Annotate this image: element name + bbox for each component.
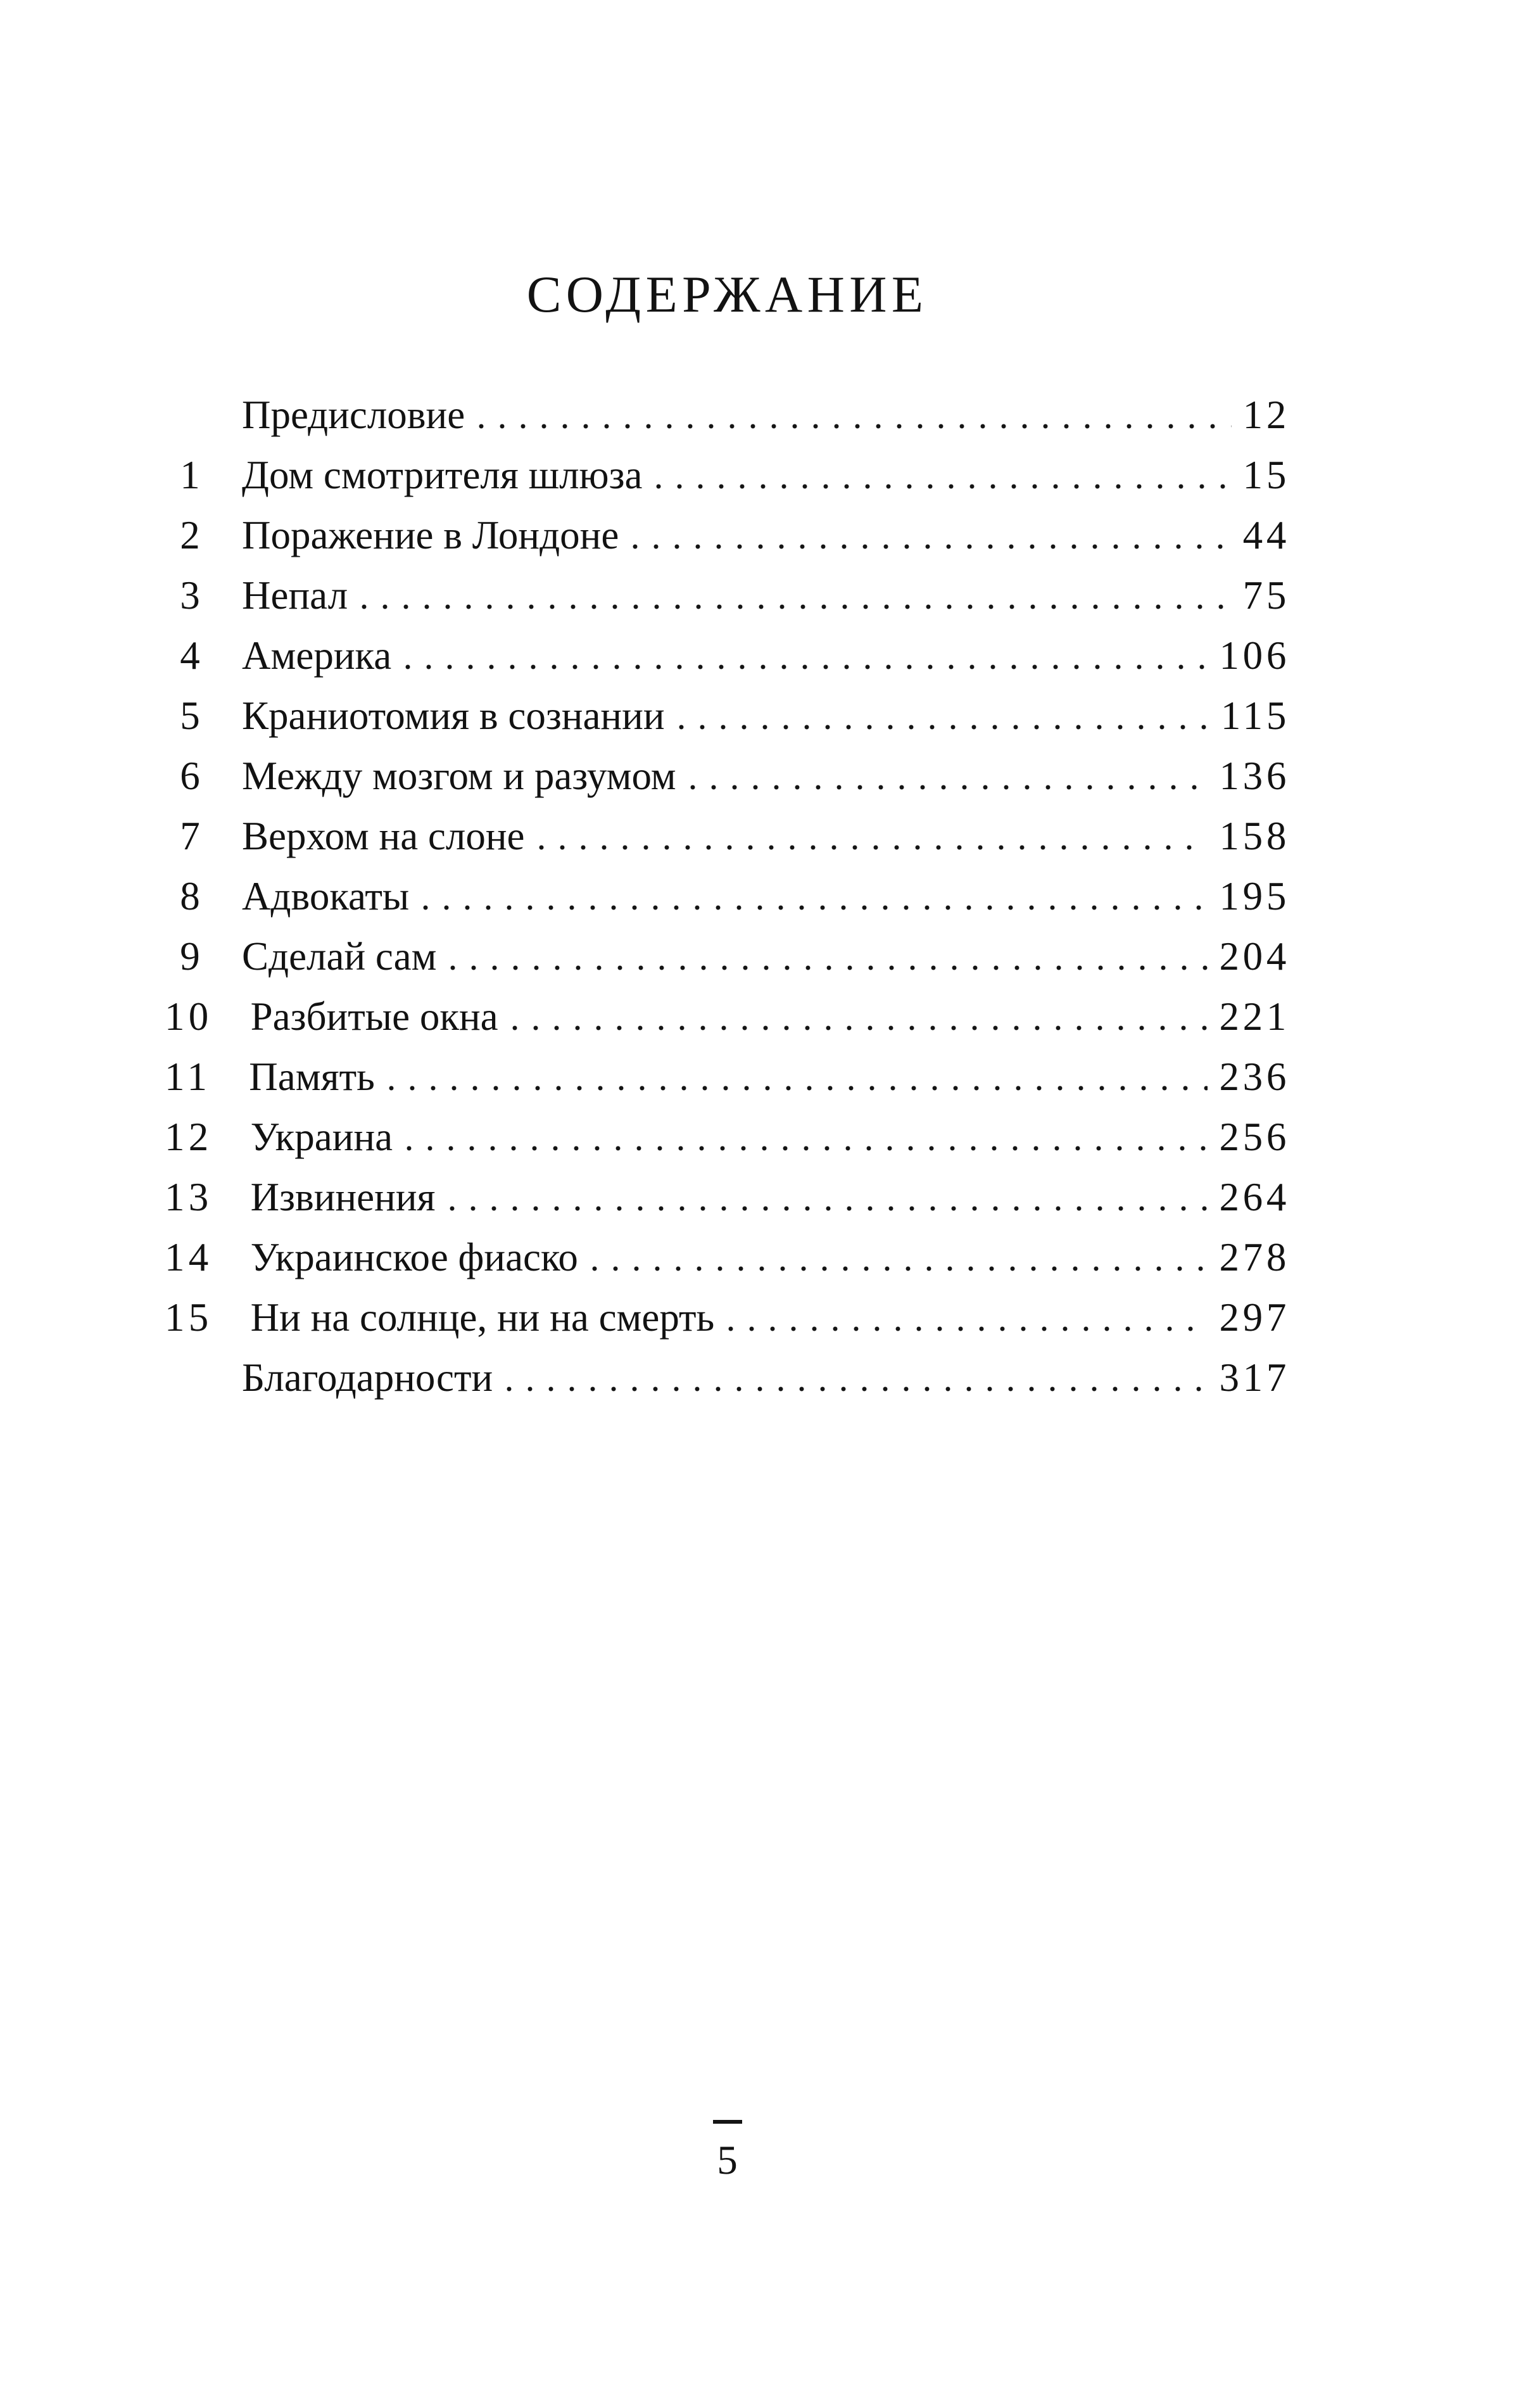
- toc-entry: [165, 866, 1290, 927]
- dot-leader: [512, 987, 1208, 1047]
- dot-leader: [405, 626, 1208, 686]
- folio-dash-ornament: [713, 2120, 742, 2124]
- page-footer: [165, 2120, 1290, 2181]
- toc-entry: [165, 445, 1290, 505]
- toc-entry: [165, 987, 1290, 1047]
- toc-chapter-number: 14: [165, 1235, 213, 1279]
- dot-leader: [656, 445, 1231, 505]
- dot-leader: [450, 1167, 1208, 1227]
- toc-chapter-number: 5: [180, 694, 204, 738]
- toc-entry-title: Дом смотрителя шлюза: [242, 453, 643, 497]
- toc-entry: [165, 1047, 1290, 1107]
- toc-page-number: 264: [1219, 1175, 1290, 1219]
- toc-entry: [165, 385, 1290, 445]
- toc-entry: [165, 1107, 1290, 1167]
- toc-entry: [165, 1227, 1290, 1288]
- dot-leader: [362, 566, 1232, 626]
- toc-page-number: 15: [1242, 453, 1290, 497]
- dot-leader: [633, 505, 1231, 566]
- toc-chapter-number: 7: [180, 814, 204, 858]
- toc-entry: [165, 746, 1290, 806]
- toc-entry-title: Америка: [242, 633, 392, 678]
- dot-leader: [479, 385, 1231, 445]
- toc-page-number: 158: [1219, 814, 1290, 858]
- toc-page-number: 317: [1219, 1355, 1290, 1400]
- toc-entry-title: Поражение в Лондоне: [242, 513, 619, 557]
- dot-leader: [679, 686, 1209, 746]
- toc-entry-title: Краниотомия в сознании: [242, 694, 665, 738]
- toc-entry: [165, 1288, 1290, 1348]
- toc-chapter-number: 8: [180, 874, 204, 918]
- dot-leader: [728, 1288, 1208, 1348]
- toc-entry: [165, 1167, 1290, 1227]
- toc-entry-title: Украина: [250, 1115, 393, 1159]
- toc-entry-title: Ни на солнце, ни на смерть: [250, 1295, 715, 1340]
- toc-entry-title: Благодарности: [242, 1355, 493, 1400]
- toc-entry-title: Адвокаты: [242, 874, 410, 918]
- dot-leader: [423, 866, 1208, 927]
- dot-leader: [592, 1227, 1208, 1288]
- toc-entry-title: Извинения: [250, 1175, 436, 1219]
- dot-leader: [539, 806, 1208, 866]
- toc-entry-title: Украинское фиаско: [250, 1235, 578, 1279]
- toc-entry-title: Верхом на слоне: [242, 814, 525, 858]
- toc-chapter-number: 13: [165, 1175, 213, 1219]
- toc-entry-title: Разбитые окна: [250, 994, 498, 1039]
- toc-chapter-number: 2: [180, 513, 204, 557]
- toc-page-number: 195: [1219, 874, 1290, 918]
- toc-entry: [165, 626, 1290, 686]
- toc-page-number: 44: [1242, 513, 1290, 557]
- toc-page-number: 115: [1220, 694, 1290, 738]
- toc-entry-title: Сделай сам: [242, 934, 437, 979]
- toc-entry: [165, 505, 1290, 566]
- toc-chapter-number: 10: [165, 994, 213, 1039]
- toc-chapter-number: 4: [180, 633, 204, 678]
- toc-entry: [165, 686, 1290, 746]
- toc-page-number: 12: [1242, 393, 1290, 437]
- toc-chapter-number: 1: [180, 453, 204, 497]
- dot-leader: [450, 927, 1208, 987]
- toc-entry-title: Предисловие: [242, 393, 465, 437]
- toc-page-number: 136: [1219, 754, 1290, 798]
- toc-page-number: 278: [1219, 1235, 1290, 1279]
- toc-entry: [165, 927, 1290, 987]
- toc-chapter-number: 6: [180, 754, 204, 798]
- dot-leader: [690, 746, 1208, 806]
- toc-entry-title: Память: [249, 1055, 375, 1099]
- toc-chapter-number: 12: [165, 1115, 213, 1159]
- toc-chapter-number: 9: [180, 934, 204, 979]
- toc-page-number: 236: [1219, 1055, 1290, 1099]
- toc-page-number: 256: [1219, 1115, 1290, 1159]
- page-number: 5: [717, 2138, 738, 2183]
- page-title: СОДЕРЖАНИЕ: [526, 265, 928, 323]
- dot-leader: [507, 1348, 1208, 1408]
- toc-page-number: 221: [1219, 994, 1290, 1039]
- toc-entry: [165, 806, 1290, 866]
- toc-entry: [165, 1348, 1290, 1408]
- dot-leader: [407, 1107, 1208, 1167]
- dot-leader: [389, 1047, 1208, 1107]
- toc-chapter-number: 15: [165, 1295, 213, 1340]
- toc-page-number: 297: [1219, 1295, 1290, 1340]
- toc-chapter-number: 3: [180, 573, 204, 618]
- table-of-contents: [165, 385, 1290, 1408]
- toc-page-number: 204: [1219, 934, 1290, 979]
- toc-chapter-number: 11: [165, 1055, 211, 1099]
- toc-entry-title: Между мозгом и разумом: [242, 754, 676, 798]
- toc-entry-title: Непал: [242, 573, 348, 618]
- toc-entry: [165, 566, 1290, 626]
- toc-page-number: 106: [1219, 633, 1290, 678]
- toc-page-number: 75: [1242, 573, 1290, 618]
